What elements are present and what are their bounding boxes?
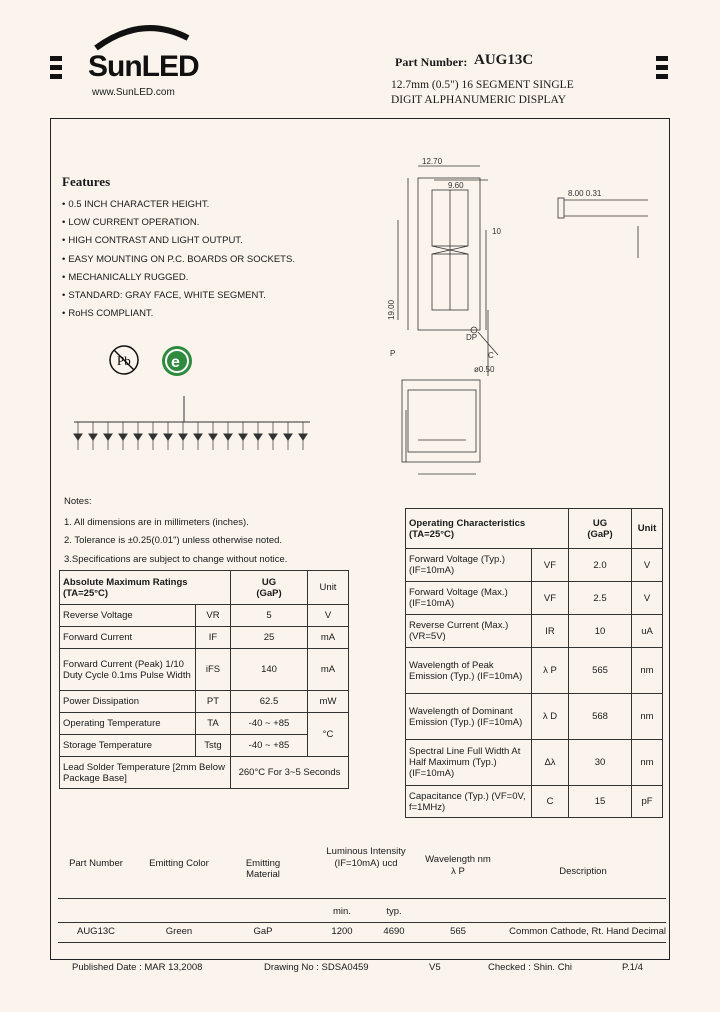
op-col-ug-sub: (GaP) <box>587 528 613 540</box>
left-edge-marks <box>50 56 62 83</box>
op-char-col-ug <box>569 509 632 549</box>
svg-text:9.60: 9.60 <box>448 181 464 190</box>
diode-icon <box>239 422 247 450</box>
abs-col-ug: UG <box>261 576 277 588</box>
op-symbol: λ P <box>532 648 569 694</box>
svg-text:8.00 0.31: 8.00 0.31 <box>568 189 602 198</box>
part-number: AUG13C <box>474 52 534 68</box>
diode-icon <box>149 422 157 450</box>
h-part-number: Part Number <box>69 858 123 869</box>
abs-unit: mA <box>308 649 349 691</box>
svg-text:10: 10 <box>492 227 501 236</box>
drawing-number: Drawing No : SDSA0459 <box>264 962 369 973</box>
abs-value: 25 <box>231 627 308 649</box>
op-param: Reverse Current (Max.) (VR=5V) <box>406 615 532 648</box>
diode-icon <box>284 422 292 450</box>
published-date: Published Date : MAR 13,2008 <box>72 962 203 973</box>
features-title: Features <box>62 174 111 189</box>
abs-unit: V <box>308 605 349 627</box>
abs-symbol: TA <box>196 713 231 735</box>
h-emitting-color: Emitting Color <box>149 858 209 869</box>
abs-value: 62.5 <box>231 691 308 713</box>
h-wavelength: Wavelength nm λ P <box>425 854 491 877</box>
op-param: Forward Voltage (Max.) (IF=10mA) <box>406 582 532 615</box>
op-param: Capacitance (Typ.) (VF=0V, f=1MHz) <box>406 786 532 818</box>
svg-text:12.70: 12.70 <box>422 157 443 166</box>
diode-icon <box>224 422 232 450</box>
row-material: GaP <box>253 926 273 937</box>
table-divider <box>58 898 666 899</box>
svg-text:P: P <box>390 349 396 358</box>
abs-symbol: PT <box>196 691 231 713</box>
pb-free-icon <box>108 344 140 376</box>
op-char-title: Operating Characteristics <box>409 517 526 529</box>
svg-text:ø0.50: ø0.50 <box>474 365 495 374</box>
op-unit: nm <box>632 648 663 694</box>
diode-icon <box>119 422 127 450</box>
abs-col-ug-sub: (GaP) <box>256 587 282 599</box>
op-param: Forward Voltage (Typ.) (IF=10mA) <box>406 549 532 582</box>
abs-value: 260°C For 3~5 Seconds <box>231 757 349 789</box>
op-char-header <box>406 509 569 549</box>
diode-icon <box>299 422 307 450</box>
svg-text:C: C <box>488 351 494 360</box>
subtitle-line-1: 12.7mm (0.5") 16 SEGMENT SINGLE <box>391 79 574 91</box>
abs-max-col-ug <box>231 571 308 605</box>
note-item: 1. All dimensions are in millimeters (inches). <box>64 517 249 528</box>
abs-symbol: Tstg <box>196 735 231 757</box>
absolute-maximum-ratings-table <box>59 570 349 789</box>
abs-max-condition: (TA=25°C) <box>63 587 109 599</box>
row-typ: 4690 <box>383 926 405 937</box>
feature-item: • LOW CURRENT OPERATION. <box>62 214 295 232</box>
op-symbol: VF <box>532 582 569 615</box>
op-param: Spectral Line Full Width At Half Maximum (Typ.) (IF=10mA) <box>406 740 532 786</box>
row-wavelength: 565 <box>450 926 466 937</box>
h-emitting-material: Emitting Material <box>245 858 281 880</box>
notes-title: Notes: <box>64 496 92 507</box>
table-divider <box>58 942 666 943</box>
op-symbol: VF <box>532 549 569 582</box>
abs-unit: °C <box>308 713 349 757</box>
op-value: 565 <box>569 648 632 694</box>
table-divider <box>58 922 666 923</box>
internal-circuit-diagram <box>60 392 322 472</box>
sunled-logo-arc-icon <box>92 20 192 50</box>
diode-icon <box>194 422 202 450</box>
note-item: 3.Specifications are subject to change without notice. <box>64 553 288 565</box>
op-unit: nm <box>632 740 663 786</box>
feature-item: • HIGH CONTRAST AND LIGHT OUTPUT. <box>62 232 295 250</box>
op-unit: V <box>632 549 663 582</box>
checked-by: Checked : Shin. Chi <box>488 962 572 973</box>
abs-param: Lead Solder Temperature [2mm Below Package Base] <box>60 757 231 789</box>
h-luminous-intensity: Luminous Intensity (IF=10mA) ucd <box>326 846 406 869</box>
green-product-icon <box>160 344 194 378</box>
abs-symbol: iFS <box>196 649 231 691</box>
op-char-col-unit: Unit <box>632 509 663 549</box>
diode-icon <box>134 422 142 450</box>
abs-max-title: Absolute Maximum Ratings <box>63 576 188 588</box>
feature-item: • EASY MOUNTING ON P.C. BOARDS OR SOCKETS. <box>62 251 295 269</box>
product-subtitle <box>391 78 574 108</box>
abs-value: 5 <box>231 605 308 627</box>
op-value: 568 <box>569 694 632 740</box>
op-char-condition: (TA=25°C) <box>409 528 455 540</box>
abs-param: Forward Current <box>60 627 196 649</box>
abs-max-col-unit: Unit <box>308 571 349 605</box>
op-value: 30 <box>569 740 632 786</box>
e-label: e <box>171 354 180 371</box>
op-symbol: IR <box>532 615 569 648</box>
h-min: min. <box>333 906 351 917</box>
abs-unit: mW <box>308 691 349 713</box>
abs-value: 140 <box>231 649 308 691</box>
diode-icon <box>269 422 277 450</box>
version: V5 <box>429 962 441 973</box>
page-number: P.1/4 <box>622 962 643 973</box>
op-unit: uA <box>632 615 663 648</box>
operating-characteristics-table <box>405 508 663 818</box>
diode-icon <box>179 422 187 450</box>
pb-label: Pb <box>117 353 131 368</box>
diode-icon <box>164 422 172 450</box>
op-unit: nm <box>632 694 663 740</box>
feature-item: • MECHANICALLY RUGGED. <box>62 269 295 287</box>
op-col-ug: UG <box>592 517 608 529</box>
op-symbol: λ D <box>532 694 569 740</box>
op-value: 2.5 <box>569 582 632 615</box>
diode-icon <box>74 422 82 450</box>
notes-list <box>64 514 287 569</box>
h-description: Description <box>559 866 607 877</box>
op-param: Wavelength of Peak Emission (Typ.) (IF=10mA) <box>406 648 532 694</box>
op-unit: pF <box>632 786 663 818</box>
diode-icon <box>209 422 217 450</box>
subtitle-line-2: DIGIT ALPHANUMERIC DISPLAY <box>391 94 567 106</box>
diode-icon <box>254 422 262 450</box>
features-list <box>62 196 295 323</box>
abs-symbol: IF <box>196 627 231 649</box>
svg-text:19.00: 19.00 <box>387 299 396 320</box>
feature-item: • STANDARD: GRAY FACE, WHITE SEGMENT. <box>62 287 295 305</box>
row-part-number: AUG13C <box>76 926 115 937</box>
abs-symbol: VR <box>196 605 231 627</box>
op-unit: V <box>632 582 663 615</box>
feature-item: • 0.5 INCH CHARACTER HEIGHT. <box>62 196 295 214</box>
abs-param: Storage Temperature <box>60 735 196 757</box>
row-min: 1200 <box>331 926 353 937</box>
abs-value: -40 ~ +85 <box>231 713 308 735</box>
op-value: 2.0 <box>569 549 632 582</box>
abs-param: Operating Temperature <box>60 713 196 735</box>
abs-unit: mA <box>308 627 349 649</box>
logo-text: SunLED <box>88 50 199 83</box>
op-value: 15 <box>569 786 632 818</box>
abs-param: Forward Current (Peak) 1/10 Duty Cycle 0.1ms Pulse Width <box>60 649 196 691</box>
abs-param: Reverse Voltage <box>60 605 196 627</box>
abs-value: -40 ~ +85 <box>231 735 308 757</box>
logo-url: www.SunLED.com <box>92 87 175 98</box>
row-description: Common Cathode, Rt. Hand Decimal <box>509 926 666 937</box>
abs-param: Power Dissipation <box>60 691 196 713</box>
h-typ: typ. <box>386 906 402 917</box>
op-symbol: Δλ <box>532 740 569 786</box>
svg-text:DP: DP <box>466 333 478 342</box>
diode-icon <box>89 422 97 450</box>
note-item: 2. Tolerance is ±0.25(0.01") unless otherwise noted. <box>64 535 283 547</box>
row-color: Green <box>165 926 193 937</box>
op-param: Wavelength of Dominant Emission (Typ.) (IF=10mA) <box>406 694 532 740</box>
package-dimension-drawing <box>388 150 668 490</box>
right-edge-marks <box>656 56 668 83</box>
op-symbol: C <box>532 786 569 818</box>
diode-icon <box>104 422 112 450</box>
part-number-label: Part Number: <box>395 55 468 69</box>
op-value: 10 <box>569 615 632 648</box>
abs-max-header <box>60 571 231 605</box>
feature-item: • RoHS COMPLIANT. <box>62 305 295 323</box>
